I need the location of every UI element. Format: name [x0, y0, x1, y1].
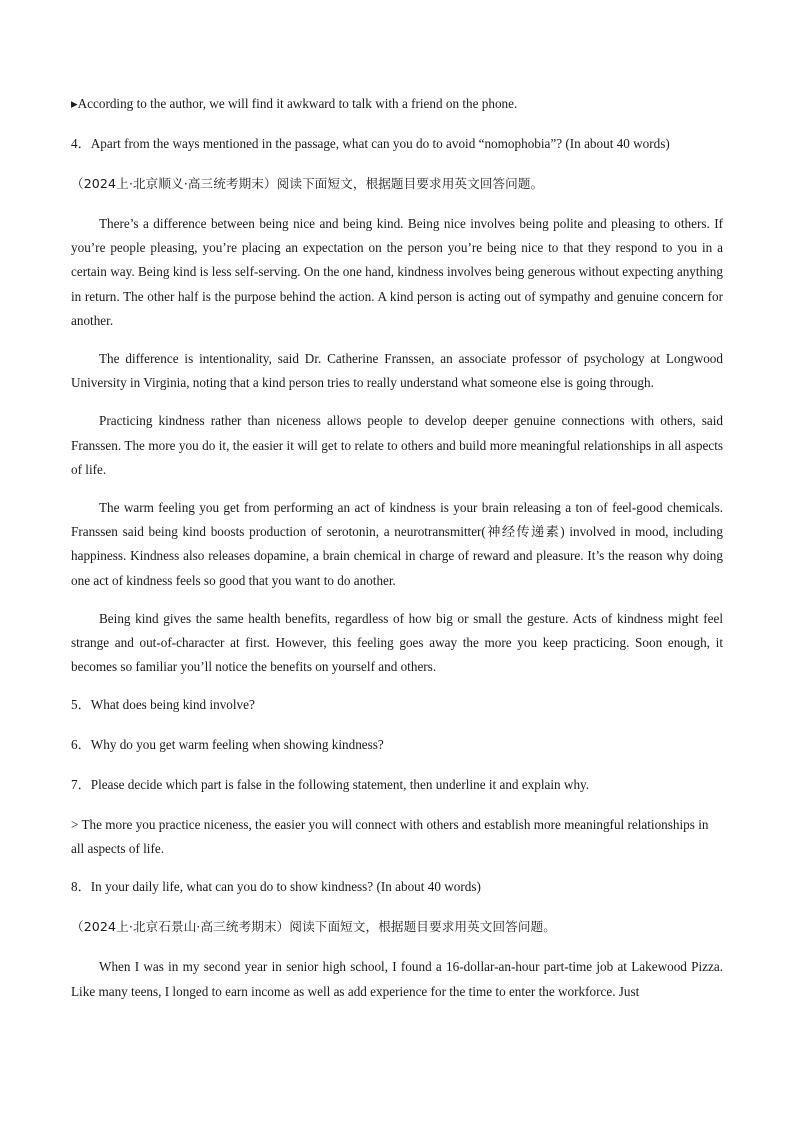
question-6: 6．Why do you get warm feeling when showing kindness?	[71, 737, 384, 753]
passage-paragraph: Practicing kindness rather than niceness allows people to develop deeper genuine connections with others, said Franssen. The more you do it, the easier it will get to relate to others and build more meaningful relationships in all aspects of life.	[71, 413, 723, 477]
passage-paragraph: There’s a difference between being nice and being kind. Being nice involves being polite and pleasing to others. If you’re people pleasing, you’re placing an expectation on the person you’re being nice to that they respond to you in a certain way. Being kind is less self-serving. On the one hand, kindness involves being generous without expecting anything in return. The other half is the purpose behind the action. A kind person is acting out of sympathy and genuine concern for another.	[71, 216, 723, 328]
source-heading-1: （2024上·北京顺义·高三统考期末）阅读下面短文，根据题目要求用英文回答问题。	[71, 176, 544, 191]
passage-paragraph: The warm feeling you get from performing an act of kindness is your brain releasing a ton of feel-good chemicals. Franssen said being kind boosts production of serotonin, a neurotransmitter(神经传递素) involved in mood, including happiness. Kindness also releases dopamine, a brain chemical in charge of reward and pleasure. It’s the reason why doing one act of kindness feels so good that you want to do another.	[71, 500, 723, 588]
question-7-statement: > The more you practice niceness, the easier you will connect with others and establish more meaningful relationships in all aspects of life.	[71, 817, 709, 857]
question-8: 8．In your daily life, what can you do to show kindness? (In about 40 words)	[71, 879, 481, 895]
question-4: 4．Apart from the ways mentioned in the passage, what can you do to avoid “nomophobia”? (In about 40 words)	[71, 136, 670, 151]
passage-paragraph: Being kind gives the same health benefits, regardless of how big or small the gesture. Acts of kindness might feel strange and out-of-character at first. However, this feeling goes away the more you keep practicing. Soon enough, it becomes so familiar you’ll notice the benefits on yourself and others.	[71, 610, 723, 675]
passage-1	[71, 212, 723, 679]
document-page	[71, 92, 723, 1018]
question-5: 5．What does being kind involve?	[71, 697, 255, 713]
passage-paragraph: The difference is intentionality, said Dr. Catherine Franssen, an associate professor of psychology at Longwood University in Virginia, noting that a kind person tries to really understand what someone else is going through.	[71, 351, 723, 391]
source-heading-2: （2024上·北京石景山·高三统考期末）阅读下面短文，根据题目要求用英文回答问题。	[71, 919, 556, 935]
passage-2-paragraph: When I was in my second year in senior high school, I found a 16-dollar-an-hour part-time job at Lakewood Pizza. Like many teens, I longed to earn income as well as add experience for the time to enter the workforce. Just	[71, 959, 723, 999]
statement-text: ▸According to the author, we will find it awkward to talk with a friend on the phone.	[71, 96, 518, 111]
question-7: 7．Please decide which part is false in the following statement, then underline it and explain why.	[71, 777, 590, 793]
